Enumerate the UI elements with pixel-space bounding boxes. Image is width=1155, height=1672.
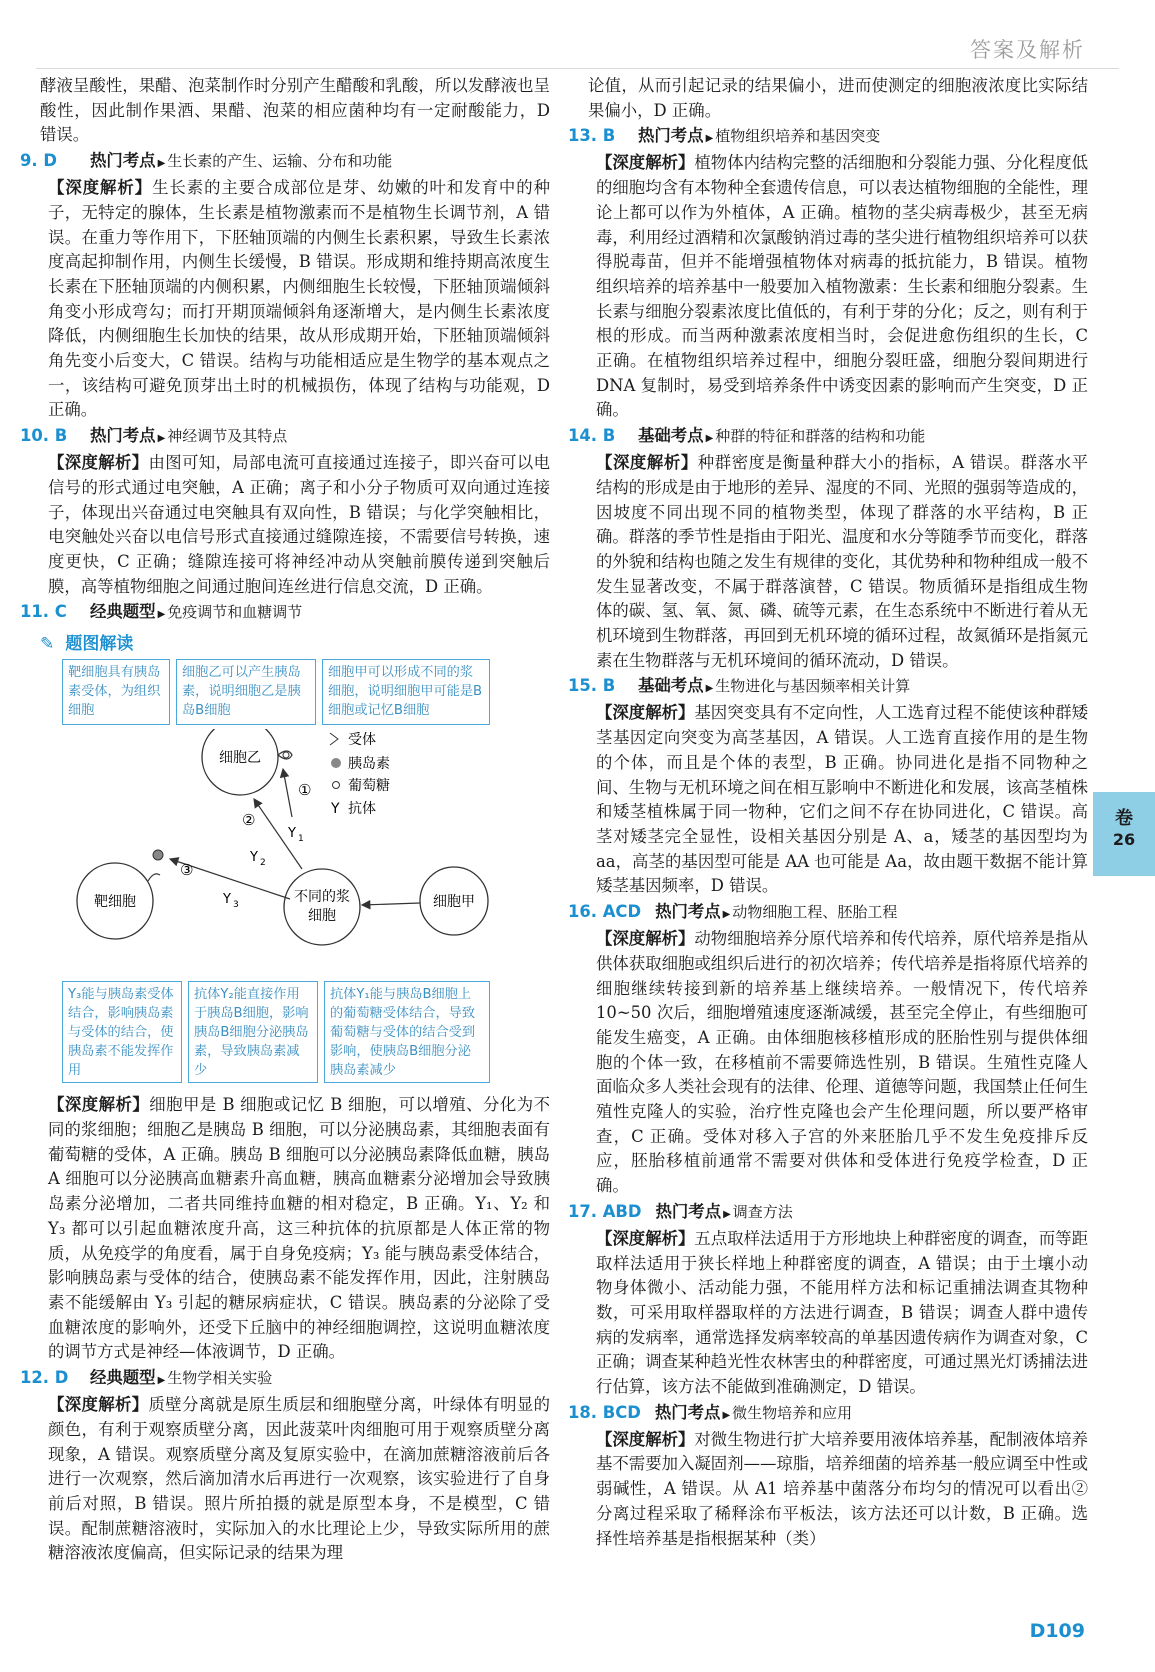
question-kind: 基础考点 [638, 426, 704, 446]
cell-jia-label: 细胞甲 [433, 894, 475, 911]
question-number: 16. ACD [568, 902, 642, 922]
immune-diagram [40, 729, 550, 969]
question-11-analysis [40, 1093, 550, 1365]
triangle-icon: ▶ [705, 683, 714, 695]
question-number: 12. D [20, 1368, 69, 1388]
question-kind: 经典题型 [90, 1368, 156, 1388]
plasma-cell-label-2: 细胞 [308, 908, 336, 925]
insulin-mark [153, 850, 163, 860]
legend-insulin: 胰岛素 [348, 756, 390, 773]
figure-interpretation [40, 629, 550, 1091]
question-15-header [568, 673, 1088, 701]
analysis-body: 对微生物进行扩大培养要用液体培养基，配制液体培养基不需要加入凝固剂——琼脂，培养细菌的培养基一般应调至中性或弱碱性，A 错误。从 A1 培养基中菌落分布均匀的情况可以看出②分离过程采取了稀释涂布平板法，该方法还可以计数，B 正确。选择性培养基是指根据某种（类） [596, 1429, 1089, 1548]
question-kind: 热门考点 [638, 126, 704, 146]
analysis-body: 生长素的主要合成部位是芽、幼嫩的叶和发育中的种子，无特定的腺体，生长素是植物激素而不是植物生长调节剂，A 错误。在重力等作用下，下胚轴顶端的内侧生长素积累，导致生长素浓度高起抑制作用，内侧生长缓慢，B 错误。形成期和维持期高浓度生长素在下胚轴顶端的内侧积累，内侧细胞生长较慢，下胚轴顶端倾斜角变小形成弯勾；而打开期顶端倾斜角逐渐增大，是内侧生长素浓度降低，内侧细胞生长加快的结果，故从形成期开始，下胚轴顶端倾斜角先变小后变大，C 错误。结构与功能相适应是生物学的基本观点之一，该结构可避免顶芽出土时的机械损伤，体现了结构与功能观，D 正确。 [48, 178, 551, 420]
legend-glucose-icon [333, 782, 340, 789]
legend-insulin-icon [331, 758, 341, 768]
legend-antibody-symbol: Y [331, 801, 340, 818]
analysis-body: 质壁分离就是原生质层和细胞壁分离，叶绿体有明显的颜色，有利于观察质壁分离，因此菠菜叶肉细胞可用于观察质壁分离现象，A 错误。观察质壁分离及复原实验中，在滴加蔗糖溶液前后各进行一次观察，然后滴加清水后再进行一次观察，该实验进行了自身前后对照，B 错误。照片所拍摄的就是原型本身，不是模型，C 错误。配制蔗糖溶液时，实际加入的水比理论上少，导致实际所用的蔗糖溶液浓度偏高，但实际记录的结果为理 [48, 1395, 551, 1563]
question-14-header [568, 423, 1088, 451]
note-box-y2: 抗体Y₂能直接作用于胰岛B细胞，影响胰岛B细胞分泌胰岛素，导致胰岛素减少 [188, 981, 318, 1083]
analysis-body: 动物细胞培养分原代培养和传代培养，原代培养是指从供体获取细胞或组织后进行的初次培养；传代培养是指将原代培养的细胞继续转接到新的培养基上继续培养。一般情况下，传代培养 10~50 次后，细胞增殖速度逐渐减缓，甚至完全停止，有些细胞可能发生癌变，A 正确。由体细胞核移植形成的胚胎性别与提供体细胞的个体一致，在移植前不需要筛选性别，B 错误。生殖性克隆人面临众多人类社会现有的法律、伦理、道德等问题，我国禁止任何生殖性克隆人的实验，治疗性克隆也会产生伦理问题，所以要严格审查，C 正确。受体对移入子宫的外来胚胎几乎不发生免疫排斥反应，胚胎移植前通常不需要对供体和受体进行免疫学检查，D 正确。 [596, 929, 1089, 1196]
question-number: 14. B [568, 426, 616, 446]
analysis-body: 细胞甲是 B 细胞或记忆 B 细胞，可以增殖、分化为不同的浆细胞；细胞乙是胰岛 B 细胞，可以分泌胰岛素，其细胞表面有葡萄糖的受体，A 正确。胰岛 B 细胞可以分泌胰岛素降低血糖，胰岛 A 细胞可以分泌胰高血糖素升高血糖，胰高血糖素分泌增加会导致胰岛素分泌增加，二者共同维持血糖的相对稳定，B 正确。Y₁、Y₂ 和 Y₃ 都可以引起血糖浓度升高，这三种抗体的抗原都是人体正常的物质，从免疫学的角度看，属于自身免疫病；Y₃ 能与胰岛素受体结合，影响胰岛素与受体的结合，使胰岛素不能发挥作用，因此，注射胰岛素不能缓解由 Y₃ 引起的糖尿病症状，C 错误。胰岛素的分泌除了受血糖浓度的影响外，还受下丘脑中的神经细胞调控，这说明血糖浓度的调节方式是神经—体液调节，D 正确。 [48, 1095, 550, 1362]
label-2: ② [242, 811, 256, 830]
question-topic: 生长素的产生、运输、分布和功能 [167, 152, 393, 171]
triangle-icon: ▶ [157, 433, 166, 445]
triangle-icon: ▶ [705, 133, 714, 145]
question-17-analysis [588, 1227, 1088, 1400]
triangle-icon: ▶ [157, 1375, 166, 1387]
label-1: ① [298, 781, 312, 800]
question-topic: 调查方法 [732, 1202, 793, 1221]
analysis-label: 【深度解析】 [596, 929, 695, 949]
question-number: 10. B [20, 426, 68, 446]
question-14-analysis [588, 451, 1088, 673]
note-box-target-cell: 靶细胞具有胰岛素受体，为组织细胞 [62, 659, 170, 725]
note-box-cell-yi: 细胞乙可以产生胰岛素，说明细胞乙是胰岛B细胞 [176, 659, 316, 725]
question-kind: 热门考点 [655, 1201, 722, 1221]
question-number: 18. BCD [568, 1402, 641, 1422]
question-topic: 生物学相关实验 [167, 1369, 273, 1388]
left-column [20, 74, 551, 1566]
volume-side-tab [1093, 792, 1155, 876]
header-divider [36, 68, 1119, 69]
question-12-analysis [40, 1393, 550, 1566]
target-receptor-mark [148, 874, 160, 881]
question-18-header [568, 1400, 1088, 1428]
question-number: 15. B [568, 676, 616, 696]
question-kind: 基础考点 [638, 676, 704, 696]
question-topic: 微生物培养和应用 [732, 1403, 853, 1422]
question-13-analysis [588, 151, 1088, 423]
volume-tab-number: 26 [1112, 830, 1136, 849]
question-17-header [568, 1199, 1088, 1227]
question-number: 11. C [20, 602, 67, 622]
analysis-body: 种群密度是衡量种群大小的指标，A 错误。群落水平结构的形成是由于地形的差异、湿度的不同、光照的强弱等造成的，因坡度不同出现不同的植物类型，体现了群落的水平结构，B 正确。群落的季节性是指由于阳光、温度和水分等随季节而变化，群落的外貌和结构也随之发生有规律的变化，其优势种和物种组成一般不发生显著改变，不属于群落演替，C 错误。物质循环是指组成生物体的碳、氢、氧、氮、磷、硫等元素，在生态系统中不断进行着从无机环境到生物群落，再回到无机环境的循环过程，故氮循环是指氮元素在生物群落与无机环境间的循环流动，D 错误。 [596, 453, 1089, 670]
pencil-icon: ✎ [40, 634, 55, 655]
legend-receptor-icon [330, 733, 338, 745]
label-y3: Y [223, 892, 231, 908]
question-number: 9. D [20, 151, 57, 171]
question-12-header [20, 1365, 550, 1393]
analysis-label: 【深度解析】 [596, 453, 698, 473]
analysis-body: 植物体内结构完整的活细胞和分裂能力强、分化程度低的细胞均含有本物种全套遗传信息，可以表达植物细胞的全能性，理论上都可以作为外植体，A 正确。植物的茎尖病毒极少，甚至无病毒，利用经过酒精和次氯酸钠消过毒的茎尖进行植物组织培养可以获得脱毒苗，但并不能增强植物体对病毒的抵抗能力，B 错误。植物组织培养的培养基中一般要加入植物激素：生长素和细胞分裂素。生长素与细胞分裂素浓度比值低的，有利于芽的分化；反之，则有利于根的形成。而当两种激素浓度相当时，会促进愈伤组织的生长，C 正确。在植物组织培养过程中，细胞分裂旺盛，细胞分裂间期进行 DNA 复制时，易受到培养条件中诱变因素的影响而产生突变，D 正确。 [596, 153, 1089, 420]
figure-title: 题图解读 [65, 634, 134, 655]
label-y2-sub: 2 [260, 858, 266, 869]
analysis-label: 【深度解析】 [48, 453, 149, 473]
label-3: ③ [180, 861, 194, 880]
question-kind: 热门考点 [655, 902, 721, 922]
analysis-label: 【深度解析】 [596, 1429, 695, 1449]
triangle-icon: ▶ [723, 1208, 731, 1220]
analysis-label: 【深度解析】 [596, 153, 695, 173]
question-number: 17. ABD [568, 1201, 642, 1221]
note-box-y1: 抗体Y₁能与胰岛B细胞上的葡萄糖受体结合，导致葡萄糖与受体的结合受到影响，使胰岛B细胞分泌胰岛素减少 [324, 981, 490, 1083]
question-16-analysis [588, 927, 1088, 1199]
analysis-label: 【深度解析】 [48, 1395, 149, 1415]
arrow-jia-to-plasma [362, 903, 420, 905]
question-9-header [20, 148, 550, 176]
legend-antibody: 抗体 [348, 801, 376, 818]
label-y3-sub: 3 [233, 900, 239, 911]
cell-yi-label: 细胞乙 [219, 750, 261, 767]
question-kind: 热门考点 [90, 151, 156, 171]
note-box-cell-jia: 细胞甲可以形成不同的浆细胞，说明细胞甲可能是B细胞或记忆B细胞 [322, 659, 490, 725]
paragraph-continued: 酵液呈酸性，果醋、泡菜制作时分别产生醋酸和乳酸，所以发酵液也呈酸性，因此制作果酒、果醋、泡菜的相应菌种均有一定耐酸能力，D 错误。 [40, 76, 550, 145]
note-box-y3: Y₃能与胰岛素受体结合，影响胰岛素与受体的结合，使胰岛素不能发挥作用 [62, 981, 182, 1083]
analysis-label: 【深度解析】 [48, 178, 153, 198]
question-10-analysis [40, 451, 550, 599]
question-topic: 神经调节及其特点 [167, 427, 288, 446]
analysis-body: 基因突变具有不定向性，人工选育过程不能使该种群矮茎基因定向突变为高茎基因，A 错误。人工选育直接作用的是生物的个体，而且是个体的表型，B 正确。协同进化是指不同物种之间、生物与无机环境之间在相互影响中不断进化和发展，该高茎植株和矮茎植株属于同一物种，它们之间不存在协同进化，C 错误。高茎对矮茎完全显性，设相关基因分别是 A、a，矮茎的基因型均为 aa，高茎的基因型可能是 AA 也可能是 Aa，故由题干数据不能计算矮茎基因频率，D 错误。 [596, 703, 1089, 896]
label-y1: Y [288, 826, 296, 842]
question-13-header [568, 123, 1088, 151]
legend-glucose: 葡萄糖 [348, 778, 390, 795]
arrow-1 [283, 769, 292, 817]
page-number: D109 [1029, 1620, 1085, 1642]
figure-title-row [40, 629, 550, 654]
question-9-analysis [40, 176, 550, 423]
triangle-icon: ▶ [157, 609, 166, 621]
target-cell-label: 靶细胞 [94, 894, 136, 911]
label-y2: Y [250, 850, 258, 866]
triangle-icon: ▶ [722, 1409, 731, 1421]
question-kind: 经典题型 [90, 602, 156, 622]
label-y1-sub: 1 [298, 834, 304, 845]
question-18-analysis [588, 1428, 1088, 1552]
question-kind: 热门考点 [90, 426, 156, 446]
triangle-icon: ▶ [157, 158, 166, 170]
glucose-mark [283, 752, 289, 758]
question-10-header [20, 423, 550, 451]
running-header: 答案及解析 [970, 38, 1085, 62]
question-topic: 免疫调节和血糖调节 [167, 603, 303, 622]
analysis-body: 五点取样法适用于方形地块上种群密度的调查，而等距取样法适用于狭长样地上种群密度的调查，A 错误；由于土壤小动物身体微小、活动能力强，不能用样方法和标记重捕法调查其物种数，可采用取样器取样的方法进行调查，B 错误；调查人群中遗传病的发病率，通常选择发病率较高的单基因遗传病作为调查对象，C 正确；调查某种趋光性农林害虫的种群密度，可通过黑光灯诱捕法进行估算，该方法不能做到准确测定，D 错误。 [596, 1228, 1089, 1397]
analysis-label: 【深度解析】 [596, 703, 695, 723]
triangle-icon: ▶ [722, 909, 731, 921]
question-topic: 植物组织培养和基因突变 [715, 127, 881, 146]
volume-tab-label: 卷 [1115, 808, 1133, 829]
paragraph-continued: 论值，从而引起记录的结果偏小，进而使测定的细胞液浓度比实际结果偏小，D 正确。 [588, 76, 1088, 120]
question-topic: 生物进化与基因频率相关计算 [715, 677, 911, 696]
analysis-body: 由图可知，局部电流可直接通过连接子，即兴奋可以电信号的形式通过电突触，A 正确；离子和小分子物质可双向通过连接子，体现出兴奋通过电突触具有双向性，B 错误；与化学突触相比，电突触处兴奋以电信号形式直接通过缝隙连接，不需要信号转换，速度更快，C 正确；缝隙连接可将神经冲动从突触前膜传递到突触后膜，高等植物细胞之间通过胞间连丝进行信息交流，D 正确。 [48, 453, 551, 596]
question-kind: 热门考点 [654, 1402, 721, 1422]
legend-receptor: 受体 [348, 732, 376, 749]
question-topic: 动物细胞工程、胚胎工程 [732, 903, 898, 922]
plasma-cell-shape [284, 869, 360, 945]
right-column [568, 74, 1089, 1551]
question-15-analysis [588, 701, 1088, 899]
question-16-header [568, 899, 1088, 927]
triangle-icon: ▶ [705, 433, 714, 445]
question-topic: 种群的特征和群落的结构和功能 [715, 427, 926, 446]
question-11-header [20, 599, 550, 627]
plasma-cell-label-1: 不同的浆 [294, 889, 350, 906]
analysis-label: 【深度解析】 [48, 1095, 150, 1115]
question-number: 13. B [568, 126, 616, 146]
analysis-label: 【深度解析】 [596, 1228, 695, 1248]
